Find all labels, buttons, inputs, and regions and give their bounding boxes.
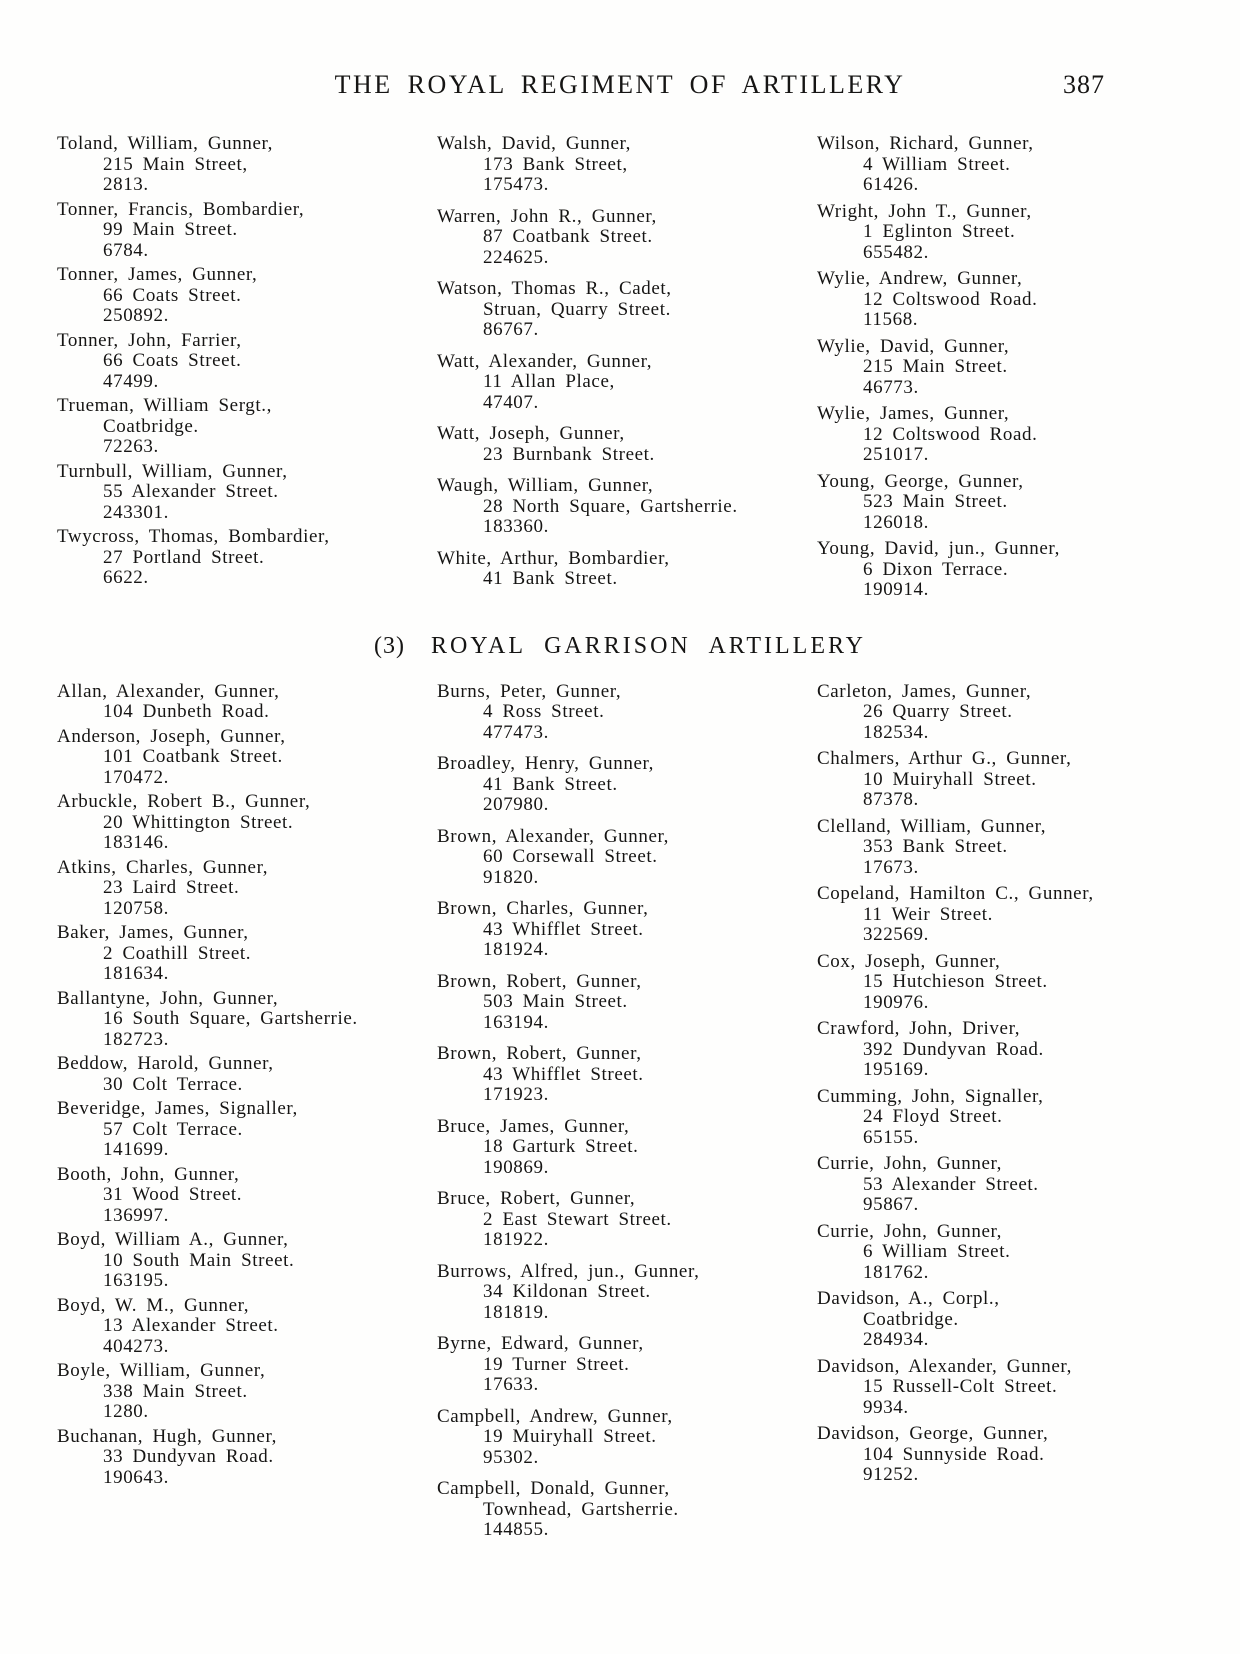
entry-name: Campbell, Andrew, Gunner, (437, 1405, 673, 1427)
roster-entry (437, 827, 805, 889)
roster-entry (57, 1165, 425, 1227)
entry-detail: 12 Coltswood Road. (863, 423, 1038, 445)
entry-detail: 66 Coats Street. (103, 350, 242, 371)
entry-name: Baker, James, Gunner, (57, 922, 249, 943)
entry-name: Davidson, Alexander, Gunner, (817, 1355, 1072, 1377)
roster-entry (817, 1357, 1185, 1419)
entry-name: Buchanan, Hugh, Gunner, (57, 1425, 277, 1447)
entry-name: Burrows, Alfred, jun., Gunner, (437, 1260, 700, 1282)
entry-name: Burns, Peter, Gunner, (437, 680, 622, 702)
entry-detail: 11 Allan Place, (483, 371, 615, 392)
entry-name: Anderson, Joseph, Gunner, (57, 725, 286, 747)
roster-entry (57, 1427, 425, 1489)
roster-entry (437, 549, 805, 590)
entry-detail: 144855. (483, 1519, 549, 1540)
entry-detail: 182723. (103, 1028, 169, 1050)
entry-detail: 170472. (103, 766, 169, 788)
entry-detail: 34 Kildonan Street. (483, 1281, 651, 1302)
roster-entry (437, 1117, 805, 1179)
roster-entry (57, 331, 425, 393)
roster-entry (437, 424, 805, 465)
page-header (0, 0, 1240, 118)
roster-entry (437, 207, 805, 269)
entry-detail: 207980. (483, 794, 549, 815)
entry-detail: 1280. (103, 1401, 149, 1422)
entry-detail: 175473. (483, 174, 549, 195)
entry-detail: 224625. (483, 246, 549, 268)
entry-detail: 250892. (103, 305, 169, 326)
entry-detail: 183360. (483, 516, 549, 537)
roster-entry (437, 1407, 805, 1469)
roster-entry (817, 952, 1185, 1014)
entry-detail: 86767. (483, 319, 539, 340)
entry-name: Clelland, William, Gunner, (817, 815, 1047, 837)
roster-entry (57, 1296, 425, 1358)
roster-entry (437, 1334, 805, 1396)
entry-detail: 181819. (483, 1301, 549, 1323)
roster-column-3 (817, 134, 1197, 607)
entry-detail: 173 Bank Street, (483, 153, 628, 175)
entry-detail: 503 Main Street. (483, 991, 628, 1012)
entry-detail: 23 Burnbank Street. (483, 443, 655, 465)
entry-name: Beveridge, James, Signaller, (57, 1098, 298, 1119)
roster-entry (57, 462, 425, 524)
entry-detail: 181922. (483, 1229, 549, 1250)
entry-detail: 1 Eglinton Street. (863, 221, 1016, 242)
entry-detail: 4 Ross Street. (483, 701, 605, 722)
roster-entry (57, 1230, 425, 1292)
entry-detail: 60 Corsewall Street. (483, 846, 658, 867)
roster-entry (817, 269, 1185, 331)
roster-entry (57, 527, 425, 589)
entry-detail: 41 Bank Street. (483, 773, 618, 795)
entry-detail: 183146. (103, 832, 169, 853)
roster-entry (817, 539, 1185, 601)
entry-name: Toland, William, Gunner, (57, 133, 274, 154)
roster-entry (57, 682, 425, 723)
entry-detail: 181762. (863, 1261, 929, 1283)
roster-entry (437, 476, 805, 538)
entry-detail: 28 North Square, Gartsherrie. (483, 495, 738, 517)
entry-name: Waugh, William, Gunner, (437, 475, 654, 496)
roster-entry (817, 1222, 1185, 1284)
entry-detail: 215 Main Street. (863, 356, 1008, 377)
entry-detail: 12 Coltswood Road. (863, 288, 1038, 310)
roster-entry (437, 279, 805, 341)
entry-detail: 2 Coathill Street. (103, 942, 252, 964)
roster-entry (57, 858, 425, 920)
entry-detail: 141699. (103, 1139, 169, 1160)
entry-name: Wilson, Richard, Gunner, (817, 133, 1034, 154)
entry-detail: 46773. (863, 376, 919, 398)
roster-entry (437, 899, 805, 961)
entry-detail: 136997. (103, 1204, 169, 1226)
entry-detail: 322569. (863, 924, 929, 945)
entry-detail: 61426. (863, 174, 919, 195)
entry-detail: 190643. (103, 1466, 169, 1488)
roster-entry (437, 1044, 805, 1106)
entry-detail: 10 Muiryhall Street. (863, 768, 1037, 790)
entry-name: Broadley, Henry, Gunner, (437, 753, 655, 774)
entry-detail: 87378. (863, 789, 919, 810)
roster-entry (57, 1054, 425, 1095)
entry-name: Currie, John, Gunner, (817, 1153, 1003, 1174)
entry-name: Cumming, John, Signaller, (817, 1085, 1044, 1107)
entry-detail: 15 Russell-Colt Street. (863, 1376, 1058, 1397)
entry-detail: 181634. (103, 963, 169, 984)
entry-name: Campbell, Donald, Gunner, (437, 1478, 670, 1499)
entry-detail: 20 Whittington Street. (103, 811, 294, 833)
entry-name: Atkins, Charles, Gunner, (57, 856, 269, 878)
entry-detail: 53 Alexander Street. (863, 1173, 1039, 1195)
entry-name: Bruce, James, Gunner, (437, 1115, 630, 1137)
roster-entry (817, 202, 1185, 264)
entry-detail: 31 Wood Street. (103, 1184, 243, 1205)
entry-detail: 163194. (483, 1011, 549, 1033)
roster-entry (817, 1087, 1185, 1149)
entry-name: Boyle, William, Gunner, (57, 1360, 266, 1381)
entry-detail: 190976. (863, 991, 929, 1013)
entry-detail: 392 Dundyvan Road. (863, 1038, 1044, 1060)
roster-entry (437, 1479, 805, 1541)
entry-detail: 99 Main Street. (103, 219, 238, 240)
roster-entry (437, 754, 805, 816)
entry-detail: 6622. (103, 567, 149, 588)
entry-detail: 27 Portland Street. (103, 546, 265, 568)
entry-detail: 66 Coats Street. (103, 284, 242, 306)
section-title: ROYAL GARRISON ARTILLERY (430, 632, 866, 659)
roster-entry (57, 989, 425, 1051)
roster-entry (57, 396, 425, 458)
entry-detail: 15 Hutchieson Street. (863, 971, 1048, 992)
entry-detail: 6 William Street. (863, 1241, 1011, 1262)
roster-entry (57, 134, 425, 196)
entry-name: Twycross, Thomas, Bombardier, (57, 526, 330, 547)
entry-name: Young, George, Gunner, (817, 470, 1024, 492)
roster-entry (817, 884, 1185, 946)
entry-detail: 95867. (863, 1194, 919, 1215)
roster-entry (57, 923, 425, 985)
entry-name: Ballantyne, John, Gunner, (57, 987, 279, 1009)
entry-detail: 251017. (863, 444, 929, 465)
roster-entry (817, 404, 1185, 466)
entry-detail: 57 Colt Terrace. (103, 1118, 243, 1140)
entry-detail: 43 Whifflet Street. (483, 918, 644, 940)
entry-detail: 181924. (483, 939, 549, 960)
roster-column-1 (57, 134, 437, 607)
entry-name: Brown, Robert, Gunner, (437, 970, 642, 992)
roster-entry (817, 749, 1185, 811)
entry-detail: 6784. (103, 239, 149, 261)
entry-detail: 243301. (103, 501, 169, 523)
entry-detail: 104 Sunnyside Road. (863, 1443, 1045, 1465)
entry-detail: 101 Coatbank Street. (103, 746, 283, 767)
entry-detail: 16 South Square, Gartsherrie. (103, 1008, 358, 1029)
entry-name: Boyd, W. M., Gunner, (57, 1294, 250, 1316)
roster-entry (437, 352, 805, 414)
entry-name: Tonner, John, Farrier, (57, 329, 242, 351)
entry-name: Wylie, Andrew, Gunner, (817, 268, 1023, 289)
roster-entry (57, 200, 425, 262)
entry-name: Carleton, James, Gunner, (817, 680, 1032, 702)
entry-name: Watt, Alexander, Gunner, (437, 350, 653, 372)
page-title: THE ROYAL REGIMENT OF ARTILLERY (334, 70, 906, 99)
entry-detail: 182534. (863, 721, 929, 743)
roster-entry (817, 1154, 1185, 1216)
entry-detail: 87 Coatbank Street. (483, 226, 653, 247)
entry-detail: 4 William Street. (863, 153, 1011, 175)
entry-name: Bruce, Robert, Gunner, (437, 1188, 636, 1209)
entry-detail: Coatbridge. (103, 415, 199, 437)
section-heading (0, 633, 1240, 660)
section-number: (3) (373, 632, 405, 659)
entry-name: Brown, Charles, Gunner, (437, 898, 649, 919)
entry-detail: 43 Whifflet Street. (483, 1063, 644, 1085)
roster-entry (817, 134, 1185, 196)
entry-name: Wylie, David, Gunner, (817, 335, 1010, 357)
roster-entry (817, 1424, 1185, 1486)
roster-column-2 (437, 682, 817, 1552)
entry-detail: Struan, Quarry Street. (483, 298, 671, 320)
entry-name: Trueman, William Sergt., (57, 395, 272, 416)
roster-entry (817, 337, 1185, 399)
entry-name: Warren, John R., Gunner, (437, 205, 657, 227)
entry-name: Davidson, A., Corpl., (817, 1288, 1000, 1309)
entry-name: Watt, Joseph, Gunner, (437, 423, 625, 444)
entry-detail: 120758. (103, 897, 169, 919)
entry-detail: 10 South Main Street. (103, 1249, 295, 1271)
entry-detail: 33 Dundyvan Road. (103, 1446, 274, 1467)
entry-detail: 11568. (863, 309, 919, 330)
entry-detail: 24 Floyd Street. (863, 1106, 1003, 1127)
entry-name: Tonner, James, Gunner, (57, 264, 258, 285)
entry-name: Arbuckle, Robert B., Gunner, (57, 791, 311, 812)
entry-detail: 23 Laird Street. (103, 877, 240, 898)
roster-entry (437, 1262, 805, 1324)
entry-detail: 126018. (863, 511, 929, 533)
entry-detail: 13 Alexander Street. (103, 1315, 279, 1336)
entry-name: Wylie, James, Gunner, (817, 403, 1010, 424)
roster-entry (437, 682, 805, 744)
entry-detail: 19 Muiryhall Street. (483, 1426, 657, 1447)
entry-detail: 353 Bank Street. (863, 836, 1008, 857)
entry-detail: Coatbridge. (863, 1308, 959, 1330)
entry-name: Brown, Alexander, Gunner, (437, 825, 670, 847)
entry-detail: 91252. (863, 1464, 919, 1485)
entry-detail: 72263. (103, 436, 159, 457)
entry-detail: 6 Dixon Terrace. (863, 558, 1009, 580)
entry-detail: 55 Alexander Street. (103, 481, 279, 502)
roster-entry (57, 727, 425, 789)
entry-detail: 47499. (103, 370, 159, 392)
entry-detail: 104 Dunbeth Road. (103, 701, 270, 722)
entry-name: Crawford, John, Driver, (817, 1018, 1021, 1039)
roster-column-3 (817, 682, 1197, 1552)
roster-entry (817, 472, 1185, 534)
entry-detail: 18 Garturk Street. (483, 1136, 639, 1157)
roster-entry (437, 972, 805, 1034)
entry-detail: 404273. (103, 1335, 169, 1357)
entry-detail: 65155. (863, 1126, 919, 1148)
roster-entry (57, 792, 425, 854)
entry-name: Boyd, William A., Gunner, (57, 1229, 289, 1250)
entry-detail: 190869. (483, 1156, 549, 1178)
entry-name: Brown, Robert, Gunner, (437, 1043, 642, 1064)
entry-name: Copeland, Hamilton C., Gunner, (817, 883, 1094, 904)
entry-name: Walsh, David, Gunner, (437, 133, 632, 154)
roster-royal-garrison-artillery (0, 682, 1240, 1552)
entry-name: Cox, Joseph, Gunner, (817, 950, 1001, 972)
roster-entry (817, 1019, 1185, 1081)
entry-detail: 2 East Stewart Street. (483, 1208, 672, 1230)
page-number: 387 (1063, 70, 1105, 99)
entry-name: Watson, Thomas R., Cadet, (437, 278, 672, 299)
entry-detail: 2813. (103, 174, 149, 195)
roster-entry (437, 1189, 805, 1251)
entry-detail: 91820. (483, 866, 539, 888)
entry-name: White, Arthur, Bombardier, (437, 547, 670, 569)
roster-entry (817, 817, 1185, 879)
entry-name: Beddow, Harold, Gunner, (57, 1053, 274, 1074)
entry-detail: 47407. (483, 391, 539, 413)
entry-name: Currie, John, Gunner, (817, 1220, 1003, 1242)
entry-name: Booth, John, Gunner, (57, 1163, 240, 1185)
entry-detail: 655482. (863, 241, 929, 263)
entry-name: Young, David, jun., Gunner, (817, 538, 1060, 559)
entry-detail: 30 Colt Terrace. (103, 1073, 243, 1095)
entry-detail: 17673. (863, 856, 919, 878)
roster-entry (817, 1289, 1185, 1351)
entry-name: Turnbull, William, Gunner, (57, 460, 288, 482)
entry-name: Tonner, Francis, Bombardier, (57, 198, 305, 220)
entry-detail: 17633. (483, 1374, 539, 1395)
entry-name: Wright, John T., Gunner, (817, 200, 1032, 222)
entry-detail: 215 Main Street, (103, 153, 248, 175)
entry-detail: 9934. (863, 1396, 909, 1418)
entry-name: Byrne, Edward, Gunner, (437, 1333, 644, 1354)
entry-detail: 195169. (863, 1059, 929, 1080)
entry-detail: 19 Turner Street. (483, 1353, 630, 1375)
entry-detail: 41 Bank Street. (483, 568, 618, 589)
entry-detail: 171923. (483, 1084, 549, 1105)
roster-column-2 (437, 134, 817, 607)
roster-entry (437, 134, 805, 196)
entry-detail: 11 Weir Street. (863, 903, 993, 925)
entry-detail: 477473. (483, 721, 549, 743)
entry-detail: 338 Main Street. (103, 1380, 248, 1402)
entry-detail: Townhead, Gartsherrie. (483, 1498, 679, 1520)
roster-entry (817, 682, 1185, 744)
entry-name: Chalmers, Arthur G., Gunner, (817, 748, 1072, 769)
entry-detail: 26 Quarry Street. (863, 701, 1013, 722)
entry-detail: 523 Main Street. (863, 491, 1008, 512)
roster-entry (57, 1099, 425, 1161)
entry-detail: 95302. (483, 1446, 539, 1468)
roster-entry (57, 265, 425, 327)
roster-column-1 (57, 682, 437, 1552)
roster-royal-regiment-continued (0, 134, 1240, 607)
entry-detail: 163195. (103, 1270, 169, 1291)
entry-name: Davidson, George, Gunner, (817, 1423, 1049, 1444)
entry-detail: 284934. (863, 1329, 929, 1350)
entry-detail: 190914. (863, 579, 929, 600)
entry-name: Allan, Alexander, Gunner, (57, 680, 280, 702)
roster-entry (57, 1361, 425, 1423)
